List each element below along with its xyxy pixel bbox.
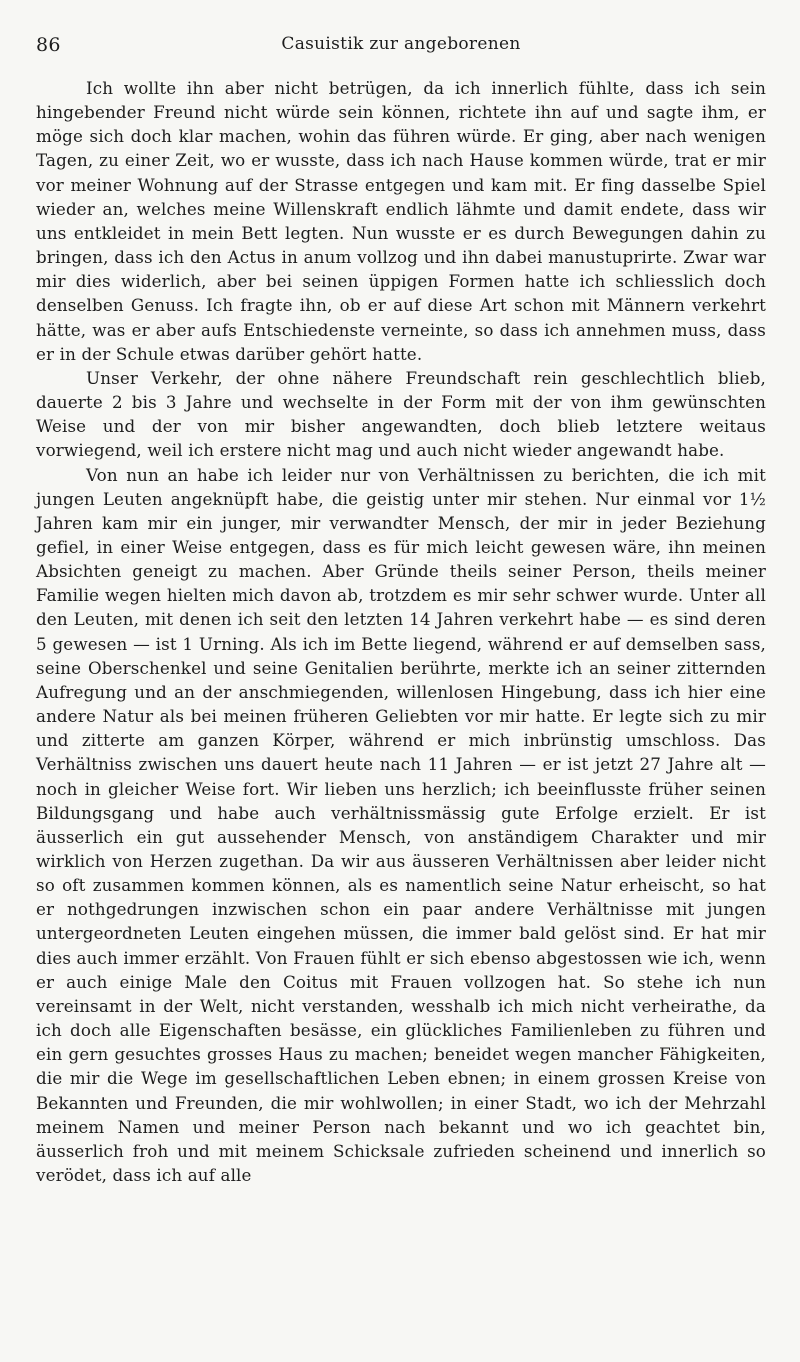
running-title: Casuistik zur angeborenen [281,34,521,54]
running-head [36,34,766,64]
page-number: 86 [36,34,61,56]
paragraph: Von nun an habe ich leider nur von Verhältnissen zu berichten, die ich mit jungen Leuten angeknüpft habe, die geistig unter mir stehen. Nur einmal vor 1½ Jahren kam mir ein junger, mir verwandter Mensch, der mir in jeder Beziehung gefiel, in einer Weise entgegen, dass es für mich leicht gewesen wäre, ihn meinen Absichten geneigt zu machen. Aber Gründe theils seiner Person, theils meiner Familie wegen hielten mich davon ab, trotzdem es mir sehr schwer wurde. Unter all den Leuten, mit denen ich seit den letzten 14 Jahren verkehrt habe — es sind deren 5 gewesen — ist 1 Urning. Als ich im Bette liegend, während er auf demselben sass, seine Oberschenkel und seine Genitalien berührte, merkte ich an seiner zitternden Aufregung und an der anschmiegenden, willenlosen Hingebung, dass ich hier eine andere Natur als bei meinen früheren Geliebten vor mir hatte. Er legte sich zu mir und zitterte am ganzen Körper, während er mich inbrünstig umschloss. Das Verhältniss zwischen uns dauert heute nach 11 Jahren — er ist jetzt 27 Jahre alt — noch in gleicher Weise fort. Wir lieben uns herzlich; ich beeinflusste früher seinen Bildungsgang und habe auch verhältnissmässig gute Erfolge erzielt. Er ist äusserlich ein gut aussehender Mensch, von anständigem Charakter und mir wirklich von Herzen zugethan. Da wir aus äusseren Verhältnissen aber leider nicht so oft zusammen kommen können, als es namentlich seine Natur erheischt, so hat er nothgedrungen inzwischen schon ein paar andere Verhältnisse mit jungen untergeordneten Leuten eingehen müssen, die immer bald gelöst sind. Er hat mir dies auch immer erzählt. Von Frauen fühlt er sich ebenso abgestossen wie ich, wenn er auch einige Male den Coitus mit Frauen vollzogen hat. So stehe ich nun vereinsamt in der Welt, nicht verstanden, wesshalb ich mich nicht verheirathe, da ich doch alle Eigenschaften besässe, ein glückliches Familienleben zu führen und ein gern gesuchtes grosses Haus zu machen; beneidet wegen mancher Fähigkeiten, die mir die Wege im gesellschaftlichen Leben ebnen; in einem grossen Kreise von Bekannten und Freunden, die mir wohlwollen; in einer Stadt, wo ich der Mehrzahl meinem Namen und meiner Person nach bekannt und wo ich geachtet bin, äusserlich froh und mit meinem Schicksale zufrieden scheinend und innerlich so verödet, dass ich auf alle [36,464,766,1186]
body-text [36,76,766,1187]
paragraph: Ich wollte ihn aber nicht betrügen, da ich innerlich fühlte, dass ich sein hingebender Freund nicht würde sein können, richtete ihn auf und sagte ihm, er möge sich doch klar machen, wohin das führen würde. Er ging, aber nach wenigen Tagen, zu einer Zeit, wo er wusste, dass ich nach Hause kommen würde, trat er mir vor meiner Wohnung auf der Strasse entgegen und kam mit. Er fing dasselbe Spiel wieder an, welches meine Willenskraft endlich lähmte und damit endete, dass wir uns entkleidet in mein Bett legten. Nun wusste er es durch Bewegungen dahin zu bringen, dass ich den Actus in anum vollzog und ihn dabei manustuprirte. Zwar war mir dies widerlich, aber bei seinen üppigen Formen hatte ich schliesslich doch denselben Genuss. Ich fragte ihn, ob er auf diese Art schon mit Männern verkehrt hätte, was er aber aufs Entschiedenste verneinte, so dass ich annehmen muss, dass er in der Schule etwas darüber gehört hatte. [36,78,766,364]
paragraph: Unser Verkehr, der ohne nähere Freundschaft rein geschlechtlich blieb, dauerte 2 bis 3 Jahre und wechselte in der Form mit der von ihm gewünschten Weise und der von mir bisher angewandten, doch blieb letztere weitaus vorwiegend, weil ich erstere nicht mag und auch nicht wieder angewandt habe. [36,367,766,461]
